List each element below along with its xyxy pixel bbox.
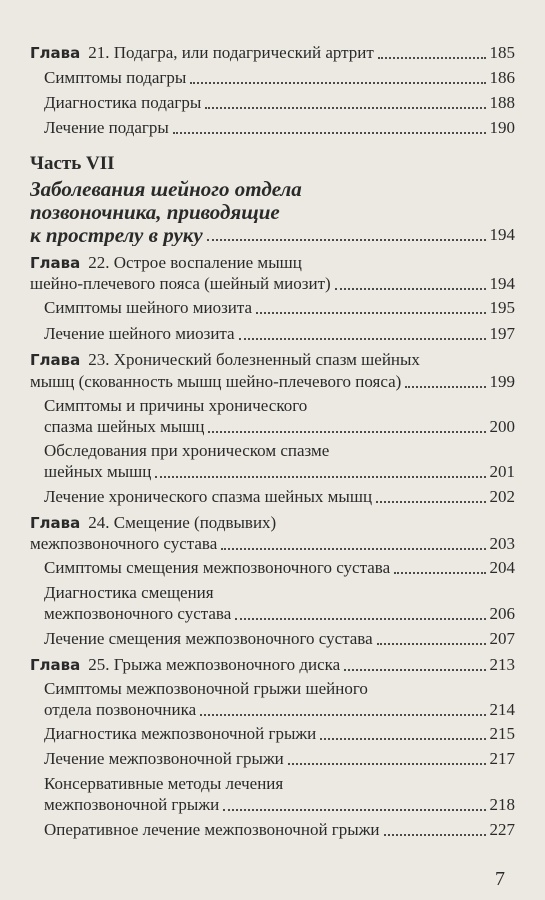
leader-dots	[200, 714, 485, 716]
leader-dots	[378, 57, 486, 59]
toc-entry: межпозвоночной грыжи 218	[44, 795, 515, 814]
section-title: Симптомы подагры	[44, 68, 187, 87]
toc-entry-line: Диагностика смещения	[44, 583, 214, 602]
toc-entry	[44, 67, 515, 89]
page-ref: 203	[489, 534, 515, 553]
toc-entry: Симптомы шейного миозита 195	[44, 298, 515, 317]
toc-entry: отдела позвоночника 214	[44, 700, 515, 719]
leader-dots	[173, 132, 486, 134]
page-ref: 186	[489, 68, 515, 87]
chapter-25: Глава 25. Грыжа межпозвоночного диска 213	[30, 655, 515, 674]
leader-dots	[190, 82, 485, 84]
page-ref: 197	[489, 324, 515, 343]
toc-entry: Лечение хронического спазма шейных мышц 202	[44, 487, 515, 506]
page-ref: 204	[489, 558, 515, 577]
toc-entry: Симптомы смещения межпозвоночного сустава 204	[44, 558, 515, 577]
leader-dots	[208, 431, 485, 433]
leader-dots	[207, 239, 486, 241]
chapter-number: 21.	[88, 43, 110, 62]
page-ref: 214	[489, 700, 515, 719]
leader-dots	[155, 476, 485, 478]
leader-dots	[405, 386, 485, 388]
chapter-23-line1: Глава 23. Хронический болезненный спазм шейных	[30, 350, 420, 369]
leader-dots	[335, 288, 486, 290]
leader-dots	[221, 548, 485, 550]
leader-dots	[344, 669, 485, 671]
leader-dots	[394, 572, 485, 574]
leader-dots	[377, 643, 486, 645]
leader-dots	[223, 809, 485, 811]
section-title: Лечение подагры	[44, 118, 169, 137]
toc-entry-chapter-21	[30, 42, 515, 64]
section-title: Диагностика подагры	[44, 93, 202, 112]
toc-entry: шейных мышц 201	[44, 462, 515, 481]
toc-entry: Лечение шейного миозита 197	[44, 324, 515, 343]
page-ref: 213	[489, 655, 515, 674]
page-ref: 206	[489, 604, 515, 623]
chapter-22-line2: шейно-плечевого пояса (шейный миозит) 194	[30, 274, 515, 293]
toc-entry: спазма шейных мышц 200	[44, 417, 515, 436]
page-ref: 188	[489, 93, 515, 112]
toc-entry: Диагностика межпозвоночной грыжи 215	[44, 724, 515, 743]
page-ref: 201	[489, 462, 515, 481]
chapter-label: Глава	[30, 44, 81, 62]
page-ref: 202	[489, 487, 515, 506]
toc-entry-line: Консервативные методы лечения	[44, 774, 284, 793]
toc-entry-line: Симптомы межпозвоночной грыжи шейного	[44, 679, 368, 698]
leader-dots	[256, 312, 485, 314]
leader-dots	[320, 738, 485, 740]
toc-entry	[44, 117, 515, 139]
leader-dots	[288, 763, 486, 765]
toc-entry: межпозвоночного сустава 206	[44, 604, 515, 623]
toc-entry: Оперативное лечение межпозвоночной грыжи 227	[44, 820, 515, 839]
part-title-line: Заболевания шейного отдела	[30, 178, 302, 200]
leader-dots	[205, 107, 485, 109]
page-number: 7	[495, 868, 505, 890]
page-ref: 199	[489, 372, 515, 391]
chapter-23-line2: мышц (скованность мышц шейно-плечевого пояса) 199	[30, 372, 515, 391]
page-ref: 227	[489, 820, 515, 839]
page-ref: 194	[489, 225, 515, 244]
toc-entry: Лечение межпозвоночной грыжи 217	[44, 749, 515, 768]
leader-dots	[239, 338, 486, 340]
chapter-24-line1: Глава 24. Смещение (подвывих)	[30, 513, 277, 532]
chapter-24-line2: межпозвоночного сустава 203	[30, 534, 515, 553]
part-title-line: к прострелу в руку 194	[30, 224, 515, 246]
page-ref: 185	[489, 43, 515, 62]
page-ref: 195	[489, 298, 515, 317]
leader-dots	[376, 501, 485, 503]
chapter-22-line1: Глава 22. Острое воспаление мышц	[30, 253, 302, 272]
toc-entry-line: Симптомы и причины хронического	[44, 396, 308, 415]
part-label: Часть VII	[30, 153, 115, 174]
page-ref: 218	[489, 795, 515, 814]
page-ref: 207	[489, 629, 515, 648]
leader-dots	[235, 618, 485, 620]
leader-dots	[384, 834, 486, 836]
page-ref: 190	[489, 118, 515, 137]
part-title-line: позвоночника, приводящие	[30, 201, 280, 223]
toc-entry-line: Обследования при хроническом спазме	[44, 441, 330, 460]
page-ref: 200	[489, 417, 515, 436]
page-ref: 217	[489, 749, 515, 768]
toc-entry	[44, 92, 515, 114]
page-ref: 194	[489, 274, 515, 293]
page-ref: 215	[489, 724, 515, 743]
chapter-title: Подагра, или подагрический артрит	[113, 43, 374, 62]
toc-entry: Лечение смещения межпозвоночного сустава 207	[44, 629, 515, 648]
